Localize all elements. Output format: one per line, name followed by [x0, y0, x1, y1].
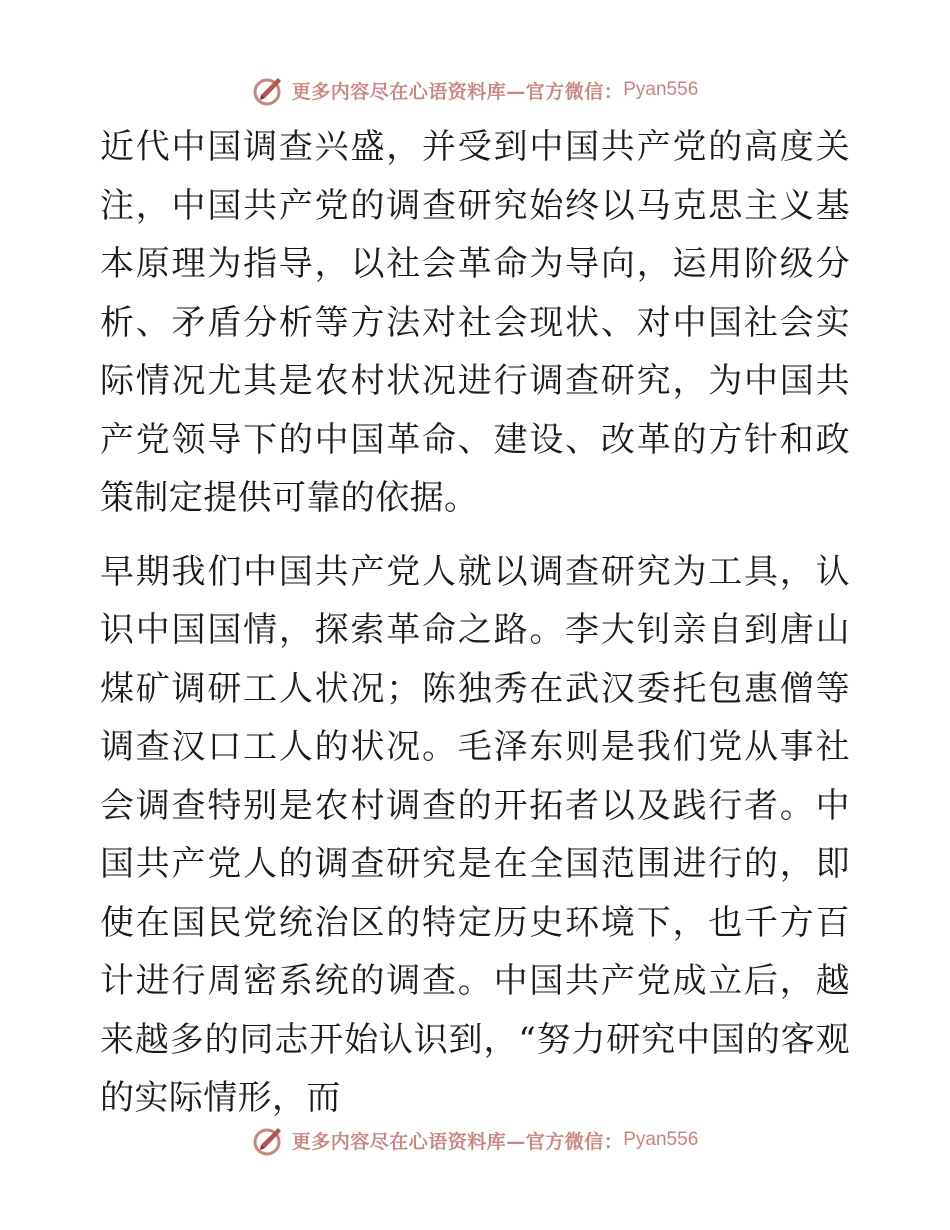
banner-text: 更多内容尽在心语资料库—官方微信：: [291, 80, 624, 103]
document-body: [100, 118, 850, 1128]
paragraph-2: 早期我们中国共产党人就以调查研究为工具，认识中国国情，探索革命之路。李大钊亲自到唐山煤矿调研工人状况；陈独秀在武汉委托包惠僧等调查汉口工人的状况。毛泽东则是我们党从事社会调查特别是农村调查的开拓者以及践行者。中国共产党人的调查研究是在全国范围进行的，即使在国民党统治区的特定历史环境下，也千方百计进行周密系统的调查。中国共产党成立后，越来越多的同志开始认识到，“努力研究中国的客观的实际情形，而: [100, 551, 850, 1118]
quill-logo-icon: [252, 1123, 286, 1157]
header-banner: [0, 70, 950, 110]
banner-handle: Pyan556: [623, 79, 699, 100]
quill-logo-icon: [252, 73, 286, 107]
banner-text: 更多内容尽在心语资料库—官方微信：: [291, 1130, 624, 1153]
banner-handle: Pyan556: [623, 1129, 699, 1150]
paragraph-1: 近代中国调查兴盛，并受到中国共产党的高度关注，中国共产党的调查研究始终以马克思主义基本原理为指导，以社会革命为导向，运用阶级分析、矛盾分析等方法对社会现状、对中国社会实际情况尤其是农村状况进行调查研究，为中国共产党领导下的中国革命、建设、改革的方针和政策制定提供可靠的依据。: [100, 127, 850, 518]
footer-banner: [0, 1120, 950, 1160]
